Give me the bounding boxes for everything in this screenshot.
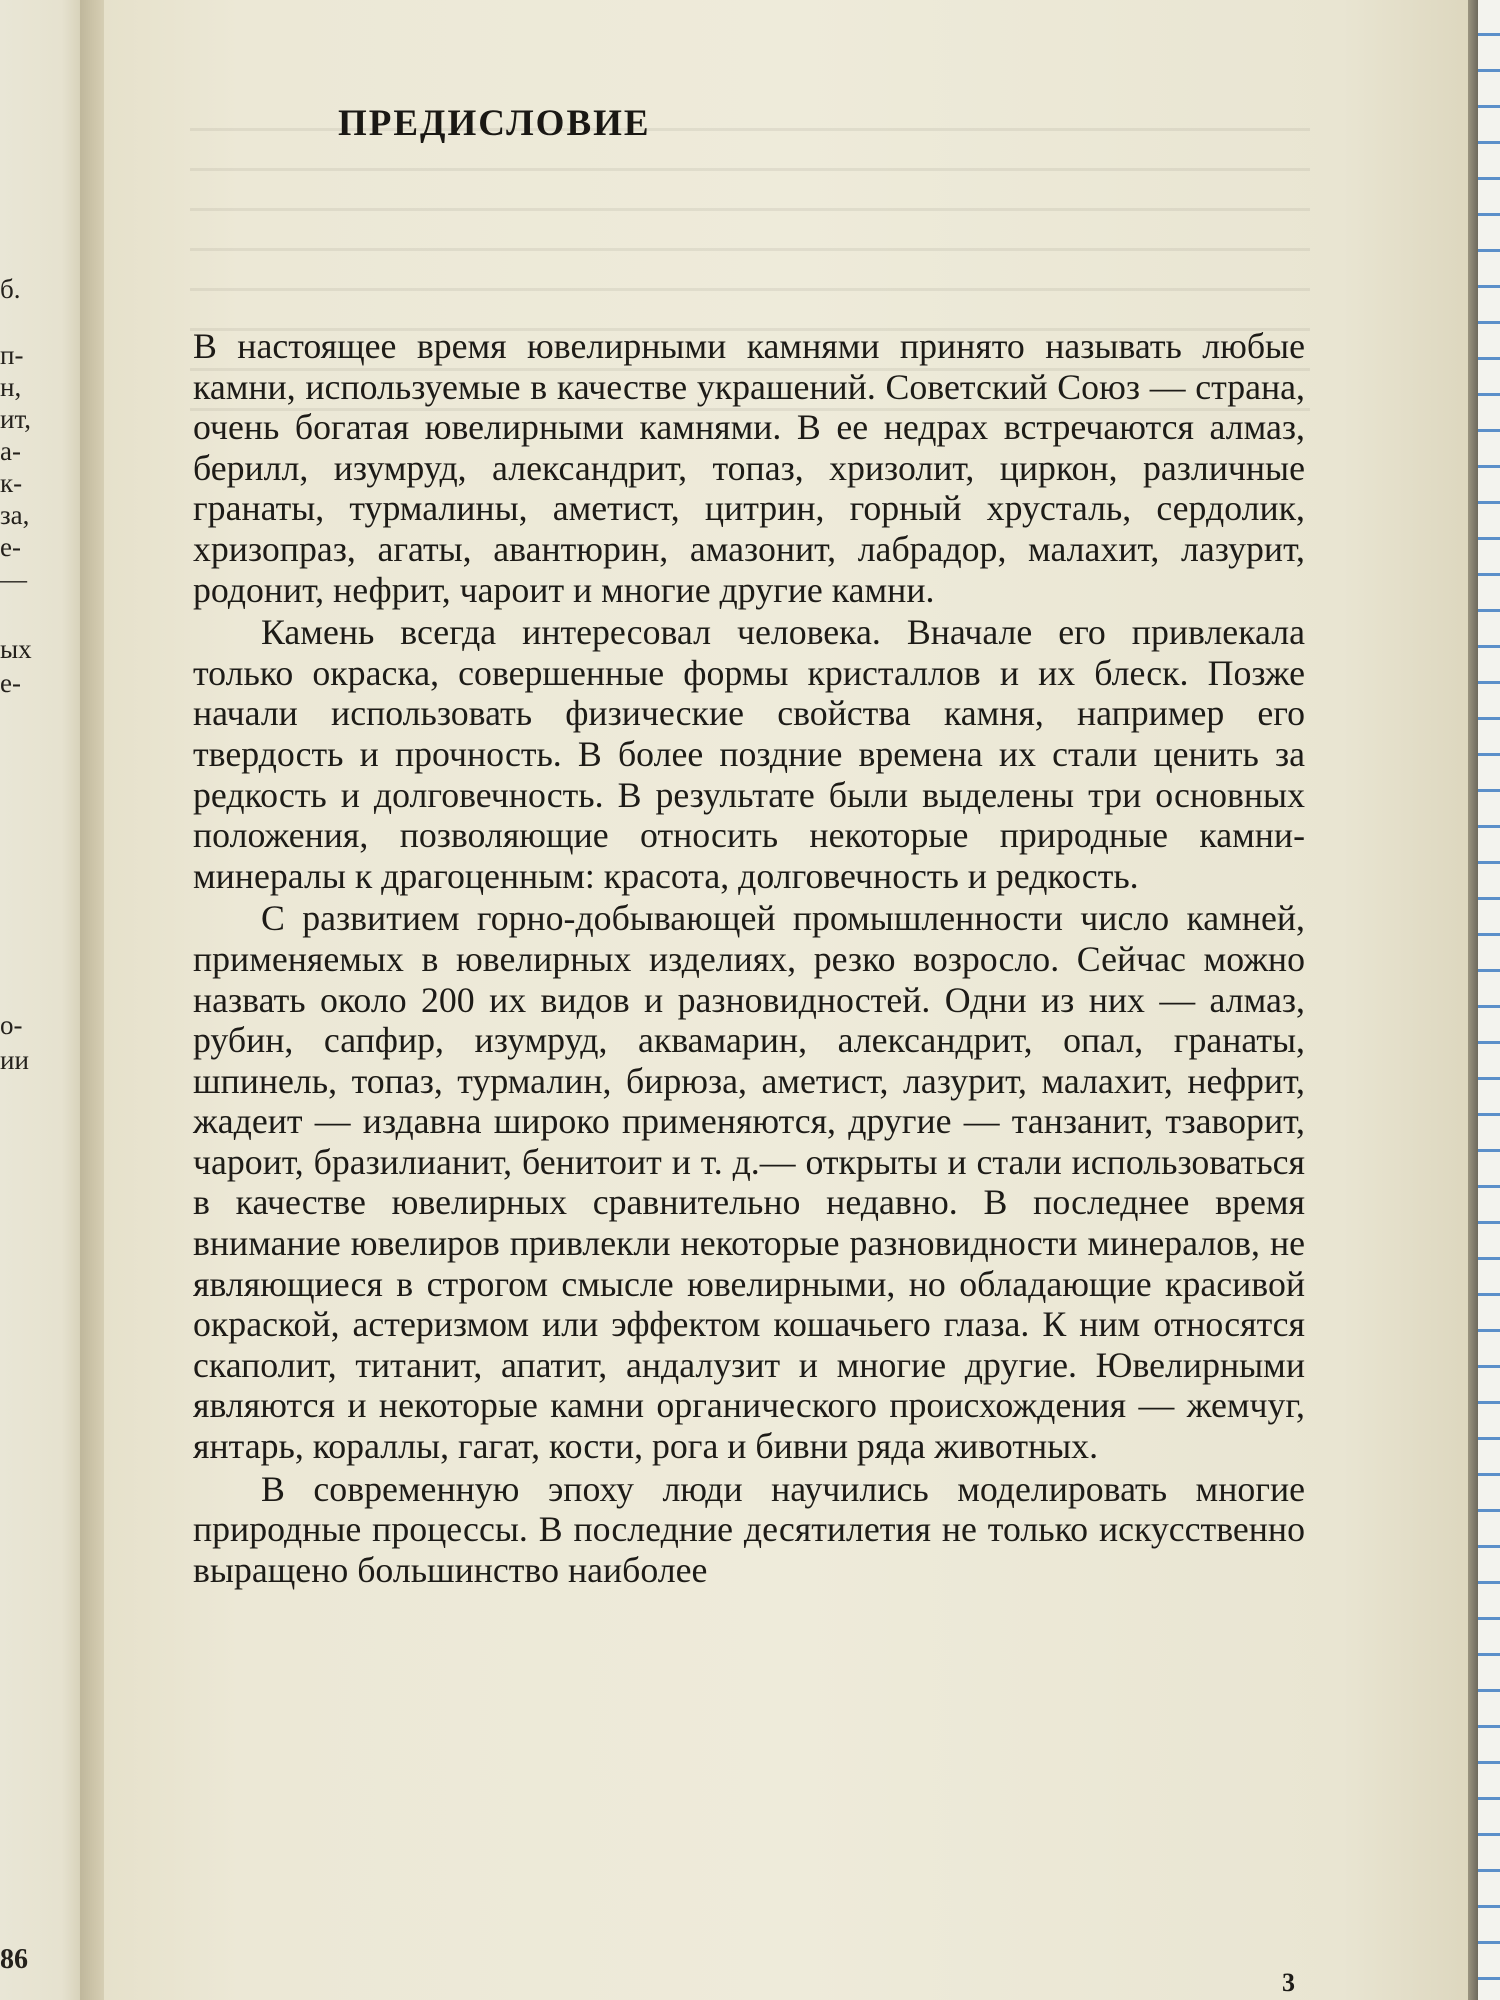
previous-page-edge <box>0 0 88 2000</box>
left-page-fragment: — <box>0 564 27 594</box>
paragraph: С развитием горно-добывающей промышленности число камней, применяемых в ювелирных изделиях, резко возросло. Сейчас можно назвать около 200 их видов и разновидностей. Одни из них — алмаз, рубин, сапфир, изумруд, аквамарин, александрит, опал, гранаты, шпинель, топаз, турмалин, бирюза, аметист, лазурит, малахит, нефрит, жадеит — издавна широко применяются, другие — танзанит, тзаворит, чароит, бразилианит, бенитоит и т. д.— открыты и стали использоваться в качестве ювелирных сравнительно недавно. В последнее время внимание ювелиров привлекли некоторые разновидности минералов, не являющиеся в строгом смысле ювелирными, но обладающие красивой окраской, астеризмом или эффектом кошачьего глаза. К ним относятся скаполит, титанит, апатит, андалузит и многие другие. Ювелирными являются и некоторые камни органического происхождения — жемчуг, янтарь, кораллы, гагат, кости, рога и бивни ряда животных. <box>193 898 1305 1467</box>
page-title: ПРЕДИСЛОВИЕ <box>338 103 651 144</box>
paragraph: Камень всегда интересовал человека. Вначале его привлекала только окраска, совершенные формы кристаллов и их блеск. Позже начали использовать физические свойства камня, например его твердость и прочность. В более поздние времена их стали ценить за редкость и долговечность. В результате были выделены три основных положения, позволяющие относить некоторые природные камни-минералы к драгоценным: красота, долговечность и редкость. <box>193 612 1305 896</box>
left-page-number: 86 <box>0 1944 28 1975</box>
notebook-grid-edge <box>1478 0 1500 2000</box>
left-page-fragment: за, <box>0 500 30 530</box>
left-page-fragment: е- <box>0 668 21 698</box>
body-text <box>193 326 1305 1592</box>
paragraph: В настоящее время ювелирными камнями принято называть любые камни, используемые в качестве украшений. Советский Союз — страна, очень богатая ювелирными камнями. В ее недрах встречаются алмаз, берилл, изумруд, александрит, топаз, хризолит, циркон, различные гранаты, турмалины, аметист, цитрин, горный хрусталь, сердолик, хризопраз, агаты, авантюрин, амазонит, лабрадор, малахит, лазурит, родонит, нефрит, чароит и многие другие камни. <box>193 326 1305 610</box>
left-page-fragment: н, <box>0 372 22 402</box>
left-page-fragment: е- <box>0 532 21 562</box>
left-page-fragment: а- <box>0 436 21 466</box>
paragraph: В современную эпоху люди научились моделировать многие природные процессы. В последние десятилетия не только искусственно выращено большинство наиболее <box>193 1468 1305 1590</box>
left-page-fragment: п- <box>0 340 24 370</box>
left-page-fragment: о- <box>0 1010 23 1040</box>
left-page-fragment: б. <box>0 274 21 304</box>
left-page-fragment: ых <box>0 634 32 664</box>
page-number: 3 <box>1282 1968 1295 1997</box>
left-page-fragment: ит, <box>0 404 31 434</box>
left-page-fragment: ии <box>0 1045 29 1075</box>
left-page-fragment: к- <box>0 468 23 498</box>
